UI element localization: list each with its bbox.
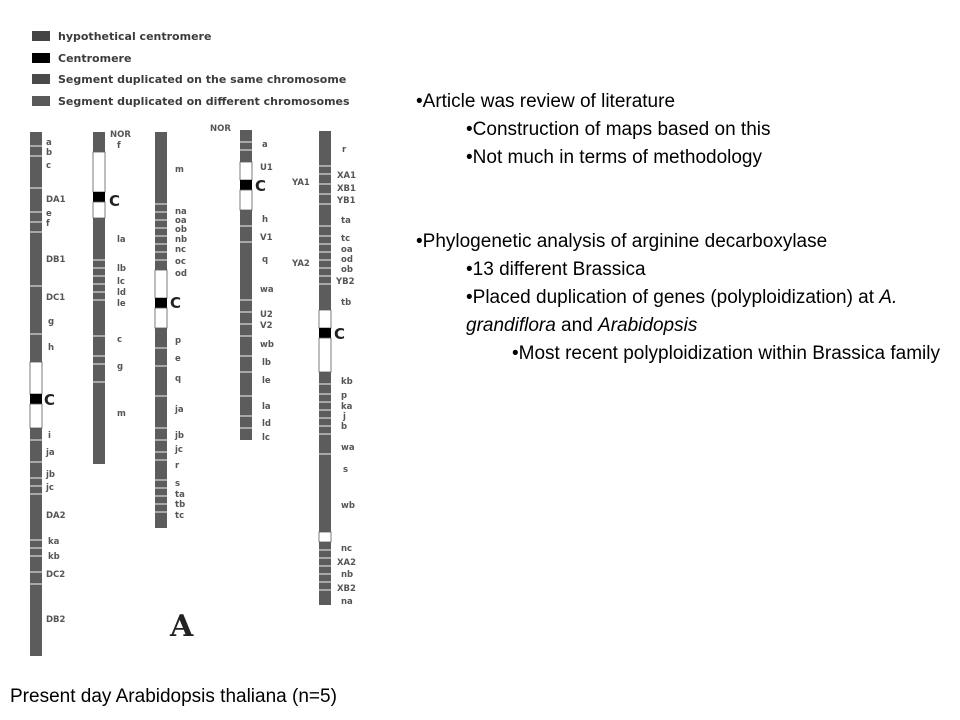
marker-label: g xyxy=(117,362,124,372)
note-item: •Most recent polyploidization within Brassica family xyxy=(512,343,940,364)
legend-label: Centromere xyxy=(58,52,132,65)
marker-label: DC1 xyxy=(46,293,66,303)
centromere-gap xyxy=(240,190,252,210)
marker-label: p xyxy=(175,336,182,346)
marker-label: kb xyxy=(341,377,353,387)
centromere-block xyxy=(155,298,167,308)
marker-label: ta xyxy=(175,490,185,500)
marker-label: ob xyxy=(175,225,187,235)
marker-label: tc xyxy=(175,511,185,521)
marker-label: c xyxy=(46,161,52,171)
marker-label: la xyxy=(117,235,126,245)
marker-label: DB1 xyxy=(46,255,66,265)
marker-label: ld xyxy=(117,288,126,298)
marker-label: DC2 xyxy=(46,570,66,580)
marker-label: YB1 xyxy=(337,196,356,206)
note-item: •Phylogenetic analysis of arginine decarboxylase xyxy=(416,231,828,252)
note-text: and xyxy=(555,315,599,336)
marker-label: g xyxy=(48,317,55,327)
note-text: •Placed duplication of genes (polyploidization) at xyxy=(466,287,880,308)
legend-label: Segment duplicated on different chromosomes xyxy=(58,95,350,108)
marker-label: V1 xyxy=(260,233,273,243)
marker-label: oa xyxy=(341,245,353,255)
legend-swatch-hypothetical-centromere xyxy=(32,31,50,41)
chromosome-3 xyxy=(155,132,187,528)
panel-label: A xyxy=(170,609,194,644)
marker-label: j xyxy=(343,412,346,422)
side-marker-label: YA2 xyxy=(292,259,310,269)
marker-label: od xyxy=(175,269,187,279)
marker-label: DA2 xyxy=(46,511,66,521)
marker-label: la xyxy=(262,402,271,412)
marker-label: a xyxy=(46,138,52,148)
marker-label: XB2 xyxy=(337,584,356,594)
marker-label: na xyxy=(341,597,353,607)
marker-label: i xyxy=(48,431,51,441)
marker-label: nc xyxy=(175,245,187,255)
marker-label: U2 xyxy=(260,310,273,320)
side-marker-label: YA1 xyxy=(292,178,310,188)
marker-label: wb xyxy=(341,501,355,511)
marker-label: YB2 xyxy=(336,277,355,287)
marker-label: lc xyxy=(262,433,270,443)
note-item: •Construction of maps based on this xyxy=(466,119,771,140)
centromere-label: C xyxy=(334,325,346,343)
marker-label: nc xyxy=(341,544,353,554)
marker-label: h xyxy=(262,215,269,225)
note-item-polyploidization xyxy=(416,284,956,340)
marker-label: lb xyxy=(117,264,126,274)
legend-swatch-centromere xyxy=(32,53,50,63)
note-item: •Article was review of literature xyxy=(416,91,676,112)
chromosome-4 xyxy=(210,124,274,443)
legend-label: Segment duplicated on the same chromosome xyxy=(58,73,347,86)
marker-label: le xyxy=(262,376,271,386)
legend xyxy=(32,30,350,108)
centromere-label: C xyxy=(255,177,267,195)
legend-label: hypothetical centromere xyxy=(58,30,212,43)
marker-label: ja xyxy=(175,405,184,415)
marker-label: XA2 xyxy=(337,558,357,568)
centromere-block xyxy=(240,180,252,190)
centromere-gap xyxy=(319,338,331,372)
centromere-block xyxy=(30,394,42,404)
marker-label: tb xyxy=(175,500,186,510)
marker-label: r xyxy=(175,461,180,471)
marker-label: wa xyxy=(260,285,274,295)
marker-label: nb xyxy=(175,235,188,245)
marker-label: ka xyxy=(48,537,60,547)
chromosome-5 xyxy=(291,131,356,607)
marker-label: wb xyxy=(260,340,274,350)
marker-label: tb xyxy=(341,298,352,308)
marker-label: ta xyxy=(341,216,351,226)
note-italic-genus: Arabidopsis xyxy=(598,315,698,336)
marker-label: b xyxy=(341,422,348,432)
centromere-block xyxy=(319,328,331,338)
chromosome-1 xyxy=(30,132,66,656)
marker-label: jb xyxy=(46,470,55,480)
chromosome-map-figure xyxy=(0,0,400,690)
marker-label: c xyxy=(117,335,123,345)
marker-label: V2 xyxy=(260,321,273,331)
marker-label: nb xyxy=(341,570,354,580)
marker-label: DB2 xyxy=(46,615,66,625)
centromere-label: C xyxy=(109,192,121,210)
centromere-label: C xyxy=(44,391,56,409)
marker-label: oa xyxy=(175,216,187,226)
marker-label: ja xyxy=(46,448,55,458)
marker-label: q xyxy=(262,255,269,265)
marker-label: NOR xyxy=(110,130,131,140)
legend-swatch-different-chromosomes xyxy=(32,96,50,106)
marker-label: kb xyxy=(48,552,60,562)
marker-label: jc xyxy=(46,483,54,493)
marker-label: m xyxy=(117,409,126,419)
figure-caption: Present day Arabidopsis thaliana (n=5) xyxy=(10,686,337,707)
marker-label: jc xyxy=(175,445,183,455)
centromere-gap xyxy=(30,404,42,428)
marker-label: a xyxy=(262,140,268,150)
marker-label: f xyxy=(46,219,50,229)
marker-label: lc xyxy=(117,277,125,287)
marker-label: ld xyxy=(262,419,271,429)
centromere-gap xyxy=(93,202,105,218)
marker-label: tc xyxy=(341,234,351,244)
marker-label: f xyxy=(117,141,121,151)
centromere-gap xyxy=(240,162,252,180)
marker-label: od xyxy=(341,255,353,265)
marker-label: wa xyxy=(341,443,355,453)
marker-label: U1 xyxy=(260,163,273,173)
marker-label: s xyxy=(343,465,349,475)
legend-swatch-same-chromosome xyxy=(32,74,50,84)
gap xyxy=(319,532,331,542)
marker-label: p xyxy=(341,391,348,401)
centromere-gap xyxy=(93,152,105,192)
note-item: •13 different Brassica xyxy=(466,259,646,280)
marker-label: ob xyxy=(341,265,353,275)
marker-label: DA1 xyxy=(46,195,66,205)
centromere-label: C xyxy=(170,294,182,312)
marker-label: b xyxy=(46,148,53,158)
chromosome-bar xyxy=(155,132,167,528)
marker-label: lb xyxy=(262,358,271,368)
chromosome-2 xyxy=(93,130,131,464)
notes-list xyxy=(416,88,956,368)
marker-label: oc xyxy=(175,257,186,267)
spacer xyxy=(416,172,956,228)
centromere-gap xyxy=(155,308,167,328)
marker-label: jb xyxy=(175,431,184,441)
marker-label: e xyxy=(46,209,52,219)
centromere-gap xyxy=(30,362,42,394)
marker-label: h xyxy=(48,343,55,353)
centromere-gap xyxy=(155,270,167,298)
marker-label: le xyxy=(117,299,126,309)
note-item: •Not much in terms of methodology xyxy=(466,147,763,168)
marker-label: q xyxy=(175,374,182,384)
marker-label: NOR xyxy=(210,124,231,134)
marker-label: r xyxy=(342,145,347,155)
centromere-block xyxy=(93,192,105,202)
marker-label: e xyxy=(175,354,181,364)
marker-label: s xyxy=(175,479,181,489)
marker-label: na xyxy=(175,207,187,217)
marker-label: XB1 xyxy=(337,184,356,194)
note-italic-species: A. grandiflora xyxy=(466,287,898,336)
marker-label: XA1 xyxy=(337,171,357,181)
marker-label: m xyxy=(175,165,184,175)
centromere-gap xyxy=(319,310,331,328)
marker-label: ka xyxy=(341,402,353,412)
